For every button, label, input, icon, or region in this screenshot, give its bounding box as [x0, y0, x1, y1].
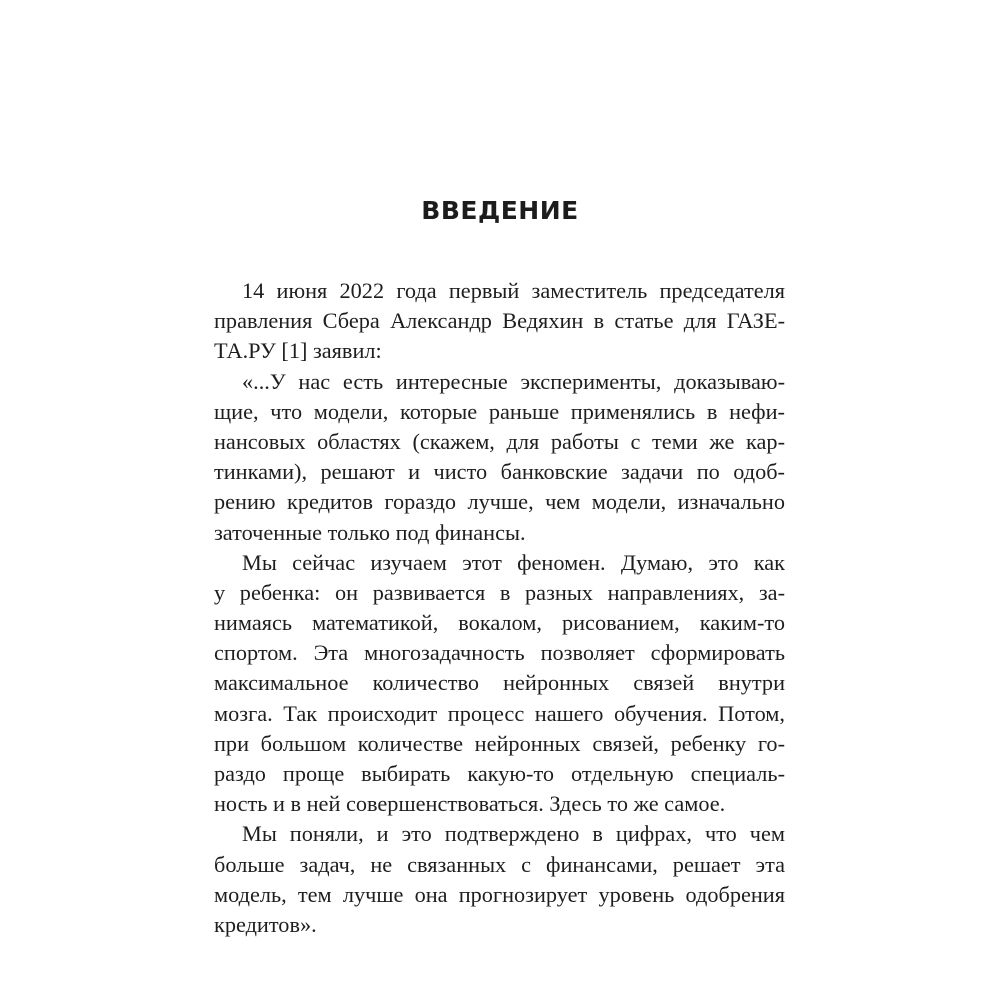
chapter-heading: ВВЕДЕНИЕ [421, 196, 579, 225]
text-line: мозга. Так происходит процесс нашего обучения. Потом, [214, 700, 785, 726]
text-line: 14 июня 2022 года первый заместитель председателя [242, 278, 785, 303]
paragraph-4 [214, 819, 785, 940]
text-line: правления Сбера Александр Ведяхин в статье для ГАЗЕ- [214, 308, 785, 334]
text-line: раздо проще выбирать какую-то отдельную специаль- [214, 761, 785, 786]
text-line: при большом количестве нейронных связей, ребенку го- [214, 730, 785, 756]
paragraph-3 [214, 548, 785, 820]
paragraph-2 [214, 367, 785, 548]
text-line: нансовых областях (скажем, для работы с теми же кар- [214, 428, 785, 454]
text-line: Мы сейчас изучаем этот феномен. Думаю, это как [242, 549, 785, 575]
text-line: ТА.РУ [1] заявил: [214, 338, 382, 364]
text-line: нимаясь математикой, вокалом, рисованием, каким-то [214, 610, 785, 636]
text-line: ность и в ней совершенствоваться. Здесь то же самое. [214, 791, 726, 817]
body-text [214, 276, 785, 940]
text-line: больше задач, не связанных с финансами, решает эта [214, 851, 785, 877]
text-line: тинками), решают и чисто банковские задачи по одоб- [214, 459, 785, 485]
text-line: у ребенка: он развивается в разных направлениях, за- [214, 579, 785, 605]
text-line: максимальное количество нейронных связей внутри [214, 670, 785, 696]
text-line: модель, тем лучше она прогнозирует уровень одобрения [214, 881, 785, 907]
text-line: щие, что модели, которые раньше применялись в нефи- [214, 398, 785, 424]
text-line: «...У нас есть интересные эксперименты, доказываю- [242, 368, 785, 394]
text-line: кредитов». [214, 911, 317, 937]
text-line: заточенные только под финансы. [214, 519, 526, 545]
paragraph-1 [214, 276, 785, 367]
text-line: спортом. Эта многозадачность позволяет сформировать [214, 640, 785, 666]
text-line: рению кредитов гораздо лучше, чем модели, изначально [214, 489, 785, 515]
text-line: Мы поняли, и это подтверждено в цифрах, что чем [242, 821, 785, 847]
